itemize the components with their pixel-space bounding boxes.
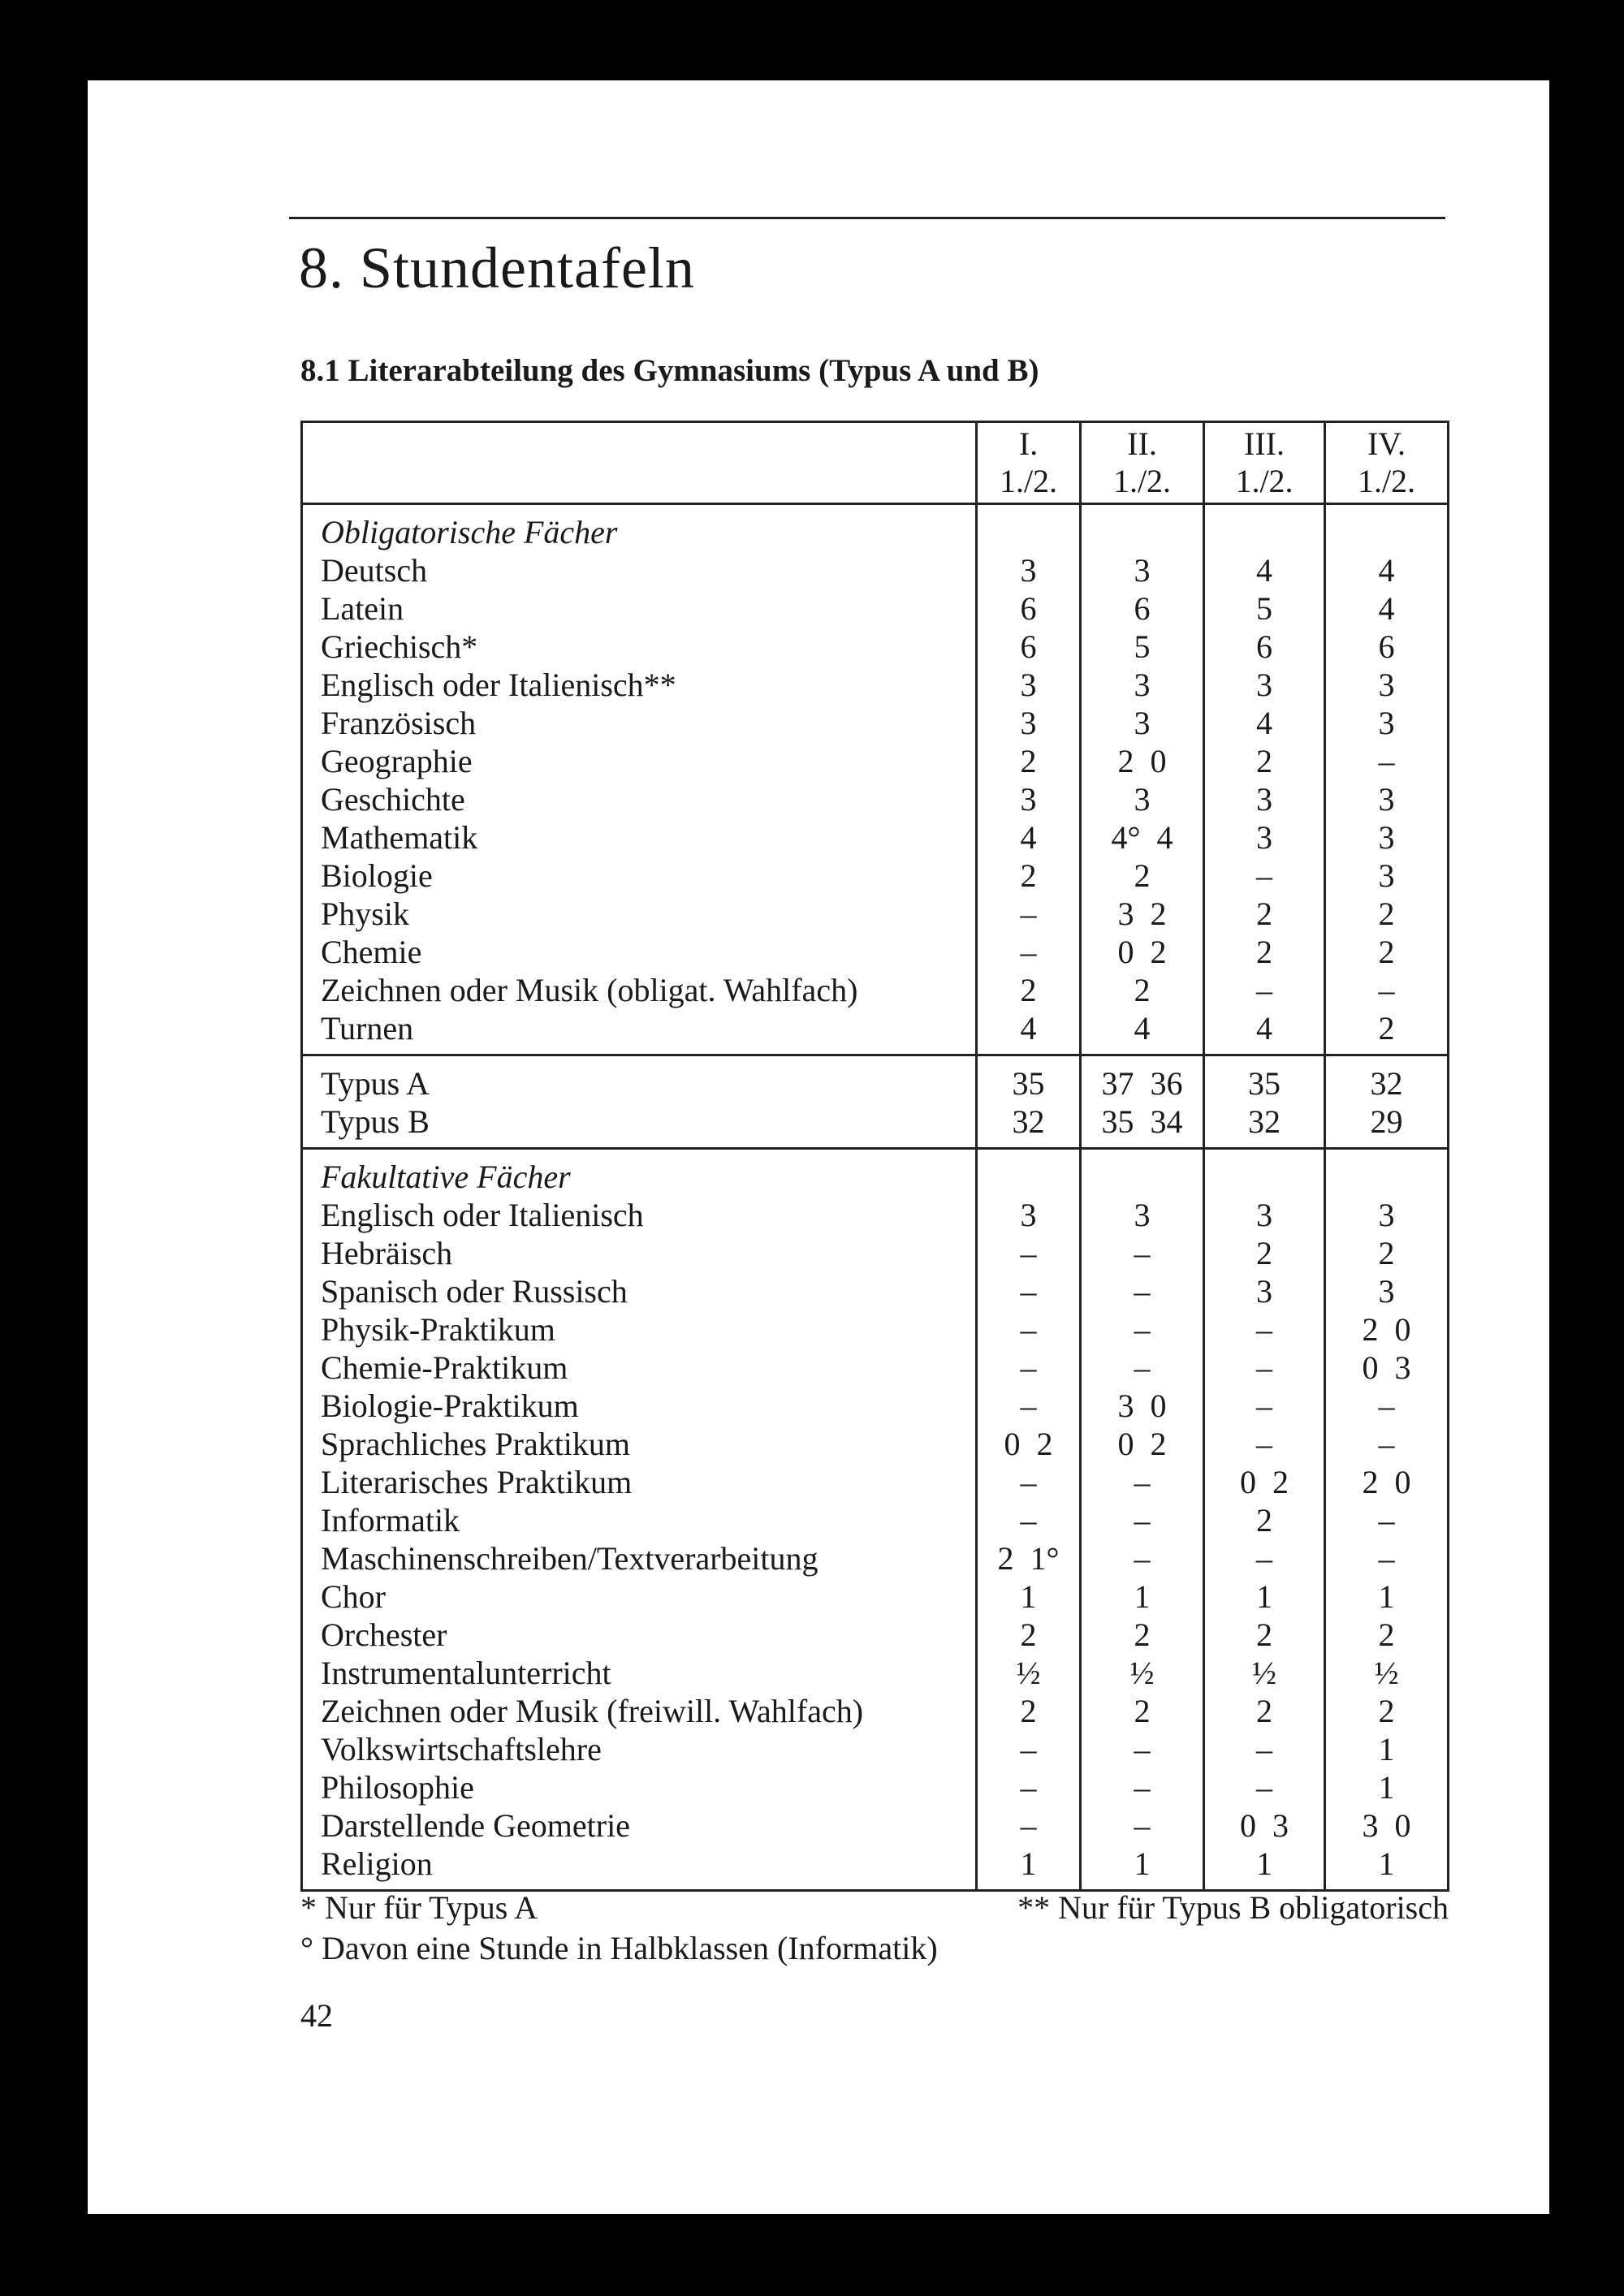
hours-cell: – xyxy=(1204,1539,1325,1577)
hours-cell: 0 3 xyxy=(1325,1349,1449,1387)
hours-cell: 2 xyxy=(1081,857,1204,895)
subject-label: Maschinenschreiben/Textverarbeitung xyxy=(302,1539,977,1577)
subject-label: Deutsch xyxy=(302,551,977,589)
table-row xyxy=(302,971,1449,1009)
hours-cell: 1 xyxy=(977,1577,1081,1616)
hours-cell: 2 xyxy=(1204,1692,1325,1730)
hours-cell: 2 xyxy=(977,1616,1081,1654)
hours-cell: – xyxy=(1204,1425,1325,1463)
hours-cell: 35 xyxy=(977,1055,1081,1103)
subject-label: Mathematik xyxy=(302,818,977,857)
hours-cell: 3 xyxy=(1325,857,1449,895)
table-row xyxy=(302,1501,1449,1539)
header-class-iii: III. 1./2. xyxy=(1204,422,1325,504)
table-row xyxy=(302,1103,1449,1149)
hours-cell: – xyxy=(977,1501,1081,1539)
hours-cell: 2 xyxy=(977,971,1081,1009)
table-row xyxy=(302,628,1449,666)
hours-cell: 29 xyxy=(1325,1103,1449,1149)
document-page xyxy=(88,80,1549,2214)
hours-cell: – xyxy=(1325,971,1449,1009)
hours-cell: 1 xyxy=(1204,1845,1325,1891)
hours-cell: 2 xyxy=(977,742,1081,780)
hours-cell: 3 0 xyxy=(1081,1387,1204,1425)
footnote-typus-a: * Nur für Typus A xyxy=(300,1889,538,1926)
hours-cell: 1 xyxy=(1325,1577,1449,1616)
subject-label: Latein xyxy=(302,589,977,628)
table-row xyxy=(302,551,1449,589)
hours-cell: 2 xyxy=(1081,1692,1204,1730)
hours-cell: 32 xyxy=(1204,1103,1325,1149)
hours-cell: – xyxy=(977,1730,1081,1768)
hours-cell: – xyxy=(1081,1349,1204,1387)
hours-cell: 6 xyxy=(1081,589,1204,628)
hours-cell: 2 xyxy=(977,1692,1081,1730)
hours-cell: 3 xyxy=(1081,1196,1204,1234)
hours-cell: – xyxy=(1081,1272,1204,1310)
table-row xyxy=(302,742,1449,780)
hours-cell: 3 xyxy=(1081,704,1204,742)
hours-cell: – xyxy=(1325,1501,1449,1539)
subject-label: Chemie-Praktikum xyxy=(302,1349,977,1387)
hours-cell: 2 0 xyxy=(1081,742,1204,780)
hours-cell: 35 34 xyxy=(1081,1103,1204,1149)
hours-cell: 6 xyxy=(977,628,1081,666)
hours-cell: 3 xyxy=(1204,1196,1325,1234)
hours-cell: ½ xyxy=(1204,1654,1325,1692)
subject-label: Geographie xyxy=(302,742,977,780)
hours-cell: 35 xyxy=(1204,1055,1325,1103)
hours-cell: ½ xyxy=(1325,1654,1449,1692)
hours-cell: 32 xyxy=(977,1103,1081,1149)
hours-cell: 4 xyxy=(1325,589,1449,628)
hours-cell: 3 xyxy=(977,551,1081,589)
chapter-title: 8. Stundentafeln xyxy=(299,235,695,300)
subject-label: Hebräisch xyxy=(302,1234,977,1272)
hours-cell: 1 xyxy=(1325,1768,1449,1806)
hours-cell: – xyxy=(977,933,1081,971)
hours-cell: 2 xyxy=(1081,1616,1204,1654)
hours-cell: 3 xyxy=(1081,551,1204,589)
table-row xyxy=(302,1577,1449,1616)
subject-label: Sprachliches Praktikum xyxy=(302,1425,977,1463)
hours-cell: 2 xyxy=(1204,933,1325,971)
empty-cell xyxy=(1204,504,1325,552)
table-header-row xyxy=(302,422,1449,504)
hours-cell: 2 xyxy=(1081,971,1204,1009)
empty-cell xyxy=(1325,504,1449,552)
subject-label: Turnen xyxy=(302,1009,977,1055)
subject-label: Englisch oder Italienisch** xyxy=(302,666,977,704)
hours-cell: – xyxy=(977,1349,1081,1387)
hours-cell: 2 xyxy=(1204,1234,1325,1272)
hours-cell: 1 xyxy=(1325,1845,1449,1891)
hours-cell: – xyxy=(1081,1539,1204,1577)
hours-cell: 0 3 xyxy=(1204,1806,1325,1845)
hours-cell: 2 xyxy=(1325,895,1449,933)
hours-cell: 2 xyxy=(1204,895,1325,933)
page-number: 42 xyxy=(300,1997,333,2034)
empty-cell xyxy=(1081,504,1204,552)
table-row xyxy=(302,1806,1449,1845)
table-row xyxy=(302,666,1449,704)
hours-cell: 2 xyxy=(1204,1616,1325,1654)
subject-label: Spanisch oder Russisch xyxy=(302,1272,977,1310)
timetable xyxy=(300,421,1449,1892)
empty-cell xyxy=(1204,1149,1325,1197)
hours-cell: 5 xyxy=(1081,628,1204,666)
hours-cell: 2 xyxy=(1204,742,1325,780)
hours-cell: ½ xyxy=(977,1654,1081,1692)
table-row xyxy=(302,1616,1449,1654)
hours-cell: 3 xyxy=(1325,780,1449,818)
hours-cell: 2 0 xyxy=(1325,1463,1449,1501)
subject-label: Chemie xyxy=(302,933,977,971)
hours-cell: – xyxy=(1081,1234,1204,1272)
hours-cell: 0 2 xyxy=(1081,933,1204,971)
hours-cell: 4° 4 xyxy=(1081,818,1204,857)
empty-cell xyxy=(977,504,1081,552)
hours-cell: – xyxy=(977,1806,1081,1845)
hours-cell: 32 xyxy=(1325,1055,1449,1103)
subject-label: Typus A xyxy=(302,1055,977,1103)
hours-cell: – xyxy=(1081,1730,1204,1768)
table-row xyxy=(302,1196,1449,1234)
hours-cell: 37 36 xyxy=(1081,1055,1204,1103)
table-row xyxy=(302,1768,1449,1806)
hours-cell: 2 xyxy=(1325,933,1449,971)
table-row xyxy=(302,1310,1449,1349)
hours-cell: – xyxy=(1204,1730,1325,1768)
table-row xyxy=(302,1654,1449,1692)
hours-cell: 3 xyxy=(977,704,1081,742)
hours-cell: 3 xyxy=(977,780,1081,818)
hours-cell: 2 1° xyxy=(977,1539,1081,1577)
hours-cell: – xyxy=(1081,1463,1204,1501)
subject-label: Geschichte xyxy=(302,780,977,818)
hours-cell: 3 xyxy=(1081,780,1204,818)
header-class-iv: IV. 1./2. xyxy=(1325,422,1449,504)
header-subject-cell xyxy=(302,422,977,504)
hours-cell: 4 xyxy=(1204,1009,1325,1055)
hours-cell: 3 xyxy=(1325,1272,1449,1310)
subject-label: Religion xyxy=(302,1845,977,1891)
hours-cell: – xyxy=(1204,857,1325,895)
hours-cell: 2 0 xyxy=(1325,1310,1449,1349)
subject-label: Englisch oder Italienisch xyxy=(302,1196,977,1234)
subject-label: Biologie xyxy=(302,857,977,895)
hours-cell: – xyxy=(1325,1387,1449,1425)
table-row xyxy=(302,1845,1449,1891)
hours-cell: 0 2 xyxy=(1204,1463,1325,1501)
hours-cell: 4 xyxy=(977,1009,1081,1055)
header-class-i: I. 1./2. xyxy=(977,422,1081,504)
hours-cell: 6 xyxy=(1204,628,1325,666)
hours-cell: – xyxy=(977,1387,1081,1425)
hours-cell: 3 xyxy=(1325,1196,1449,1234)
table-row xyxy=(302,1463,1449,1501)
hours-cell: – xyxy=(977,1310,1081,1349)
table-body xyxy=(302,504,1449,1891)
subject-label: Zeichnen oder Musik (freiwill. Wahlfach) xyxy=(302,1692,977,1730)
subject-label: Chor xyxy=(302,1577,977,1616)
hours-cell: – xyxy=(977,1463,1081,1501)
table-row xyxy=(302,1009,1449,1055)
hours-cell: 2 xyxy=(1325,1234,1449,1272)
subject-label: Typus B xyxy=(302,1103,977,1149)
subject-label: Orchester xyxy=(302,1616,977,1654)
hours-cell: 2 xyxy=(1204,1501,1325,1539)
hours-cell: – xyxy=(1081,1501,1204,1539)
table-row xyxy=(302,1692,1449,1730)
hours-cell: 4 xyxy=(1081,1009,1204,1055)
hours-cell: 4 xyxy=(1204,551,1325,589)
hours-cell: 3 xyxy=(977,666,1081,704)
footnote-degree: ° Davon eine Stunde in Halbklassen (Informatik) xyxy=(300,1930,938,1966)
hours-cell: – xyxy=(1204,1349,1325,1387)
hours-cell: – xyxy=(977,1768,1081,1806)
subject-label: Zeichnen oder Musik (obligat. Wahlfach) xyxy=(302,971,977,1009)
hours-cell: – xyxy=(1081,1310,1204,1349)
hours-cell: 3 xyxy=(1204,780,1325,818)
subject-label: Philosophie xyxy=(302,1768,977,1806)
table-row xyxy=(302,704,1449,742)
header-class-ii: II. 1./2. xyxy=(1081,422,1204,504)
table-row xyxy=(302,857,1449,895)
hours-cell: – xyxy=(1204,971,1325,1009)
hours-cell: 6 xyxy=(977,589,1081,628)
table-row xyxy=(302,895,1449,933)
subject-label: Physik xyxy=(302,895,977,933)
hours-cell: – xyxy=(977,1272,1081,1310)
hours-cell: 3 xyxy=(1204,1272,1325,1310)
empty-cell xyxy=(1325,1149,1449,1197)
section-title: 8.1 Literarabteilung des Gymnasiums (Typus A und B) xyxy=(300,353,1039,388)
hours-cell: – xyxy=(1325,1425,1449,1463)
subject-label: Griechisch* xyxy=(302,628,977,666)
table-row xyxy=(302,1234,1449,1272)
hours-cell: 2 xyxy=(977,857,1081,895)
table-row xyxy=(302,1272,1449,1310)
table-row xyxy=(302,1539,1449,1577)
table-row xyxy=(302,1387,1449,1425)
section-heading-row xyxy=(302,1149,1449,1197)
section-heading: Fakultative Fächer xyxy=(302,1149,977,1197)
subject-label: Physik-Praktikum xyxy=(302,1310,977,1349)
hours-cell: 3 xyxy=(1325,818,1449,857)
hours-cell: 2 xyxy=(1325,1616,1449,1654)
hours-cell: 4 xyxy=(1325,551,1449,589)
subject-label: Volkswirtschaftslehre xyxy=(302,1730,977,1768)
table-row xyxy=(302,1425,1449,1463)
subject-label: Literarisches Praktikum xyxy=(302,1463,977,1501)
hours-cell: 3 0 xyxy=(1325,1806,1449,1845)
hours-cell: 1 xyxy=(977,1845,1081,1891)
hours-cell: 3 xyxy=(1204,818,1325,857)
hours-cell: 1 xyxy=(1325,1730,1449,1768)
hours-cell: – xyxy=(977,1234,1081,1272)
table-row xyxy=(302,1730,1449,1768)
empty-cell xyxy=(1081,1149,1204,1197)
hours-cell: 1 xyxy=(1204,1577,1325,1616)
hours-cell: 3 xyxy=(977,1196,1081,1234)
hours-cell: 4 xyxy=(1204,704,1325,742)
hours-cell: 1 xyxy=(1081,1577,1204,1616)
subject-label: Darstellende Geometrie xyxy=(302,1806,977,1845)
table-row xyxy=(302,780,1449,818)
table-row xyxy=(302,589,1449,628)
hours-cell: – xyxy=(977,895,1081,933)
hours-cell: 5 xyxy=(1204,589,1325,628)
section-heading-row xyxy=(302,504,1449,552)
hours-cell: 3 xyxy=(1204,666,1325,704)
hours-cell: 3 xyxy=(1081,666,1204,704)
subject-label: Informatik xyxy=(302,1501,977,1539)
hours-cell: 0 2 xyxy=(1081,1425,1204,1463)
hours-cell: – xyxy=(1204,1310,1325,1349)
section-heading: Obligatorische Fächer xyxy=(302,504,977,552)
hours-cell: 4 xyxy=(977,818,1081,857)
hours-cell: – xyxy=(1204,1387,1325,1425)
subject-label: Französisch xyxy=(302,704,977,742)
table-row xyxy=(302,818,1449,857)
hours-cell: – xyxy=(1325,742,1449,780)
hours-cell: 2 xyxy=(1325,1009,1449,1055)
empty-cell xyxy=(977,1149,1081,1197)
hours-cell: – xyxy=(1325,1539,1449,1577)
hours-cell: 3 xyxy=(1325,666,1449,704)
subject-label: Biologie-Praktikum xyxy=(302,1387,977,1425)
hours-cell: 0 2 xyxy=(977,1425,1081,1463)
hours-cell: 3 2 xyxy=(1081,895,1204,933)
table-row xyxy=(302,1055,1449,1103)
hours-cell: – xyxy=(1081,1806,1204,1845)
hours-cell: 6 xyxy=(1325,628,1449,666)
hours-cell: ½ xyxy=(1081,1654,1204,1692)
table-row xyxy=(302,1349,1449,1387)
hours-cell: 3 xyxy=(1325,704,1449,742)
table-row xyxy=(302,933,1449,971)
hours-cell: – xyxy=(1081,1768,1204,1806)
hours-cell: – xyxy=(1204,1768,1325,1806)
subject-label: Instrumentalunterricht xyxy=(302,1654,977,1692)
top-rule xyxy=(289,217,1445,219)
footnote-typus-b: ** Nur für Typus B obligatorisch xyxy=(1017,1889,1449,1926)
hours-cell: 1 xyxy=(1081,1845,1204,1891)
hours-cell: 2 xyxy=(1325,1692,1449,1730)
